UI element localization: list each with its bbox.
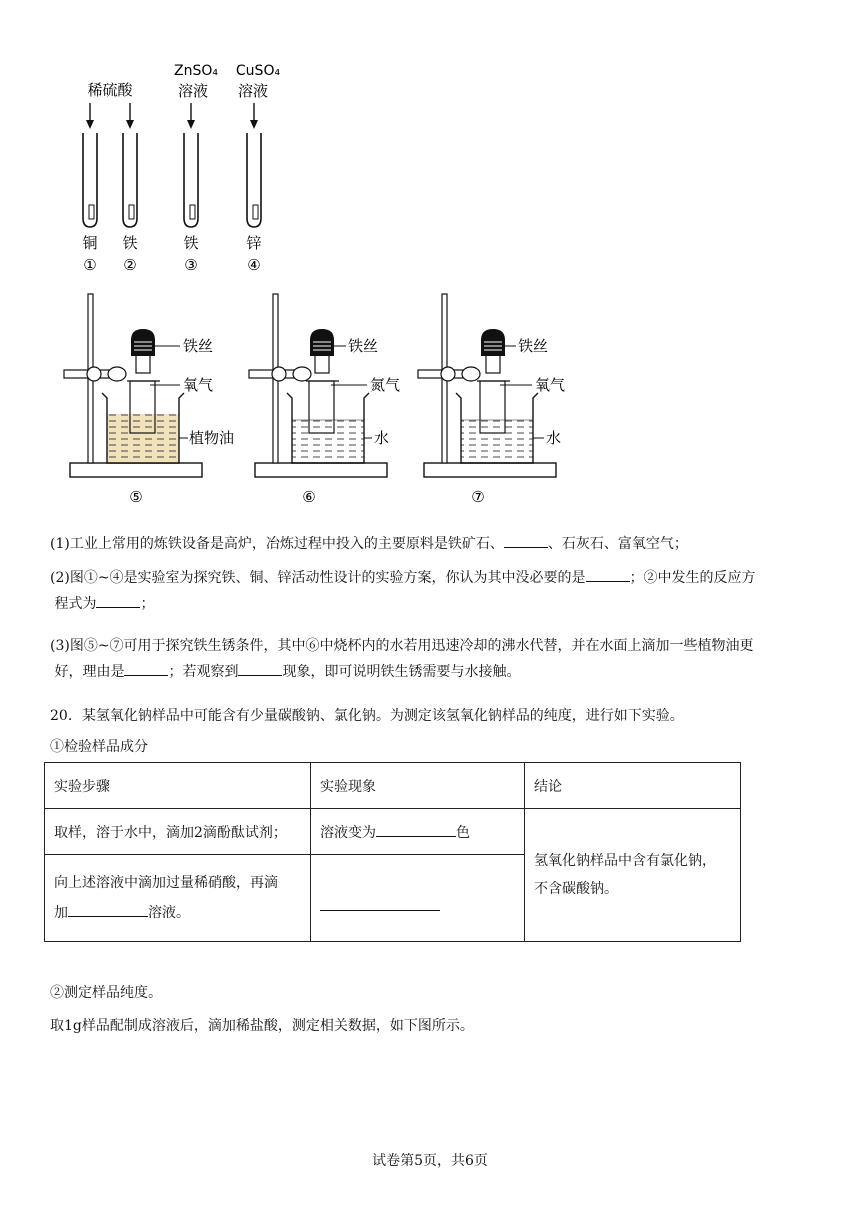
setup-6 [249, 294, 400, 506]
conclusion-line-2: 不含碳酸钠。 [534, 881, 618, 897]
tube-2 [123, 103, 137, 227]
conclusion-cell [525, 809, 741, 942]
setup5-liquid-label: 植物油 [189, 429, 235, 447]
row1-obs-text-a: 溶液变为 [320, 825, 376, 841]
header-conclusion: 结论 [525, 763, 741, 809]
q2-text-b: ；②中发生的反应方 [629, 570, 756, 586]
row1-step: 取样，溶于水中，滴加2滴酚酞试剂； [45, 809, 311, 855]
tube4-metal: 锌 [246, 234, 262, 252]
q2-text-d: ； [140, 596, 155, 612]
rust-setup-figure [0, 280, 860, 510]
question-20-part-2-text: 取1g样品配制成溶液后，滴加稀盐酸，测定相关数据，如下图所示。 [50, 1018, 474, 1034]
tube2-number: ② [123, 256, 137, 274]
question-20-intro: 20．某氢氧化钠样品中可能含有少量碳酸钠、氯化钠。为测定该氢氧化钠样品的纯度，进行如下实验。 [50, 708, 684, 724]
q3-text-b: 好，理由是 [54, 664, 125, 680]
tube-4 [247, 103, 261, 227]
question-20-part-1-heading: ①检验样品成分 [50, 739, 148, 755]
row2-observation [311, 855, 525, 942]
page-footer: 试卷第5页，共6页 [372, 1153, 488, 1169]
q2-text-c: 程式为 [54, 596, 97, 612]
setup5-number: ⑤ [129, 488, 143, 506]
setup6-wire-label: 铁丝 [348, 337, 379, 355]
tube4-number: ④ [247, 256, 261, 274]
row1-obs-text-b: 色 [456, 825, 470, 841]
setup7-number: ⑦ [471, 488, 485, 506]
tube4-reagent-label: 溶液 [237, 82, 269, 100]
setup-7 [418, 294, 565, 506]
row2-step-text-a: 向上述溶液中滴加过量稀硝酸，再滴 [54, 875, 278, 891]
row1-observation [311, 809, 525, 855]
setup6-number: ⑥ [302, 488, 316, 506]
tube1-reagent-label: 稀硫酸 [87, 81, 133, 99]
setup5-wire-label: 铁丝 [183, 337, 214, 355]
q3-text-c: ；若观察到 [168, 664, 239, 680]
question-20-part-2-heading: ②测定样品纯度。 [50, 985, 162, 1001]
observation-blank[interactable] [320, 895, 440, 911]
setup-5 [64, 294, 234, 506]
question-19-part-1 [50, 531, 820, 557]
tube1-metal: 铜 [82, 234, 98, 252]
q2-blank-2[interactable] [96, 592, 140, 608]
row2-step-text-b: 加 [54, 905, 68, 921]
setup7-liquid-label: 水 [546, 429, 562, 447]
q2-blank-1[interactable] [586, 566, 630, 582]
setup7-wire-label: 铁丝 [518, 337, 549, 355]
reagent-blank[interactable] [68, 901, 148, 917]
row2-step [45, 855, 311, 942]
tube-3 [184, 103, 198, 227]
tube4-reagent-formula: CuSO₄ [235, 63, 281, 79]
tube1-number: ① [83, 256, 97, 274]
tube3-metal: 铁 [183, 234, 199, 252]
q1-text-a: (1)工业上常用的炼铁设备是高炉，冶炼过程中投入的主要原料是铁矿石、 [50, 536, 504, 552]
header-step: 实验步骤 [45, 763, 311, 809]
q3-blank-1[interactable] [124, 660, 168, 676]
test-tube-figure [0, 0, 860, 280]
question-19-part-3 [50, 633, 820, 685]
setup7-gas-label: 氧气 [535, 376, 566, 394]
tube3-reagent-formula: ZnSO₄ [174, 63, 218, 79]
q2-text-a: (2)图①~④是实验室为探究铁、铜、锌活动性设计的实验方案，你认为其中没必要的是 [50, 570, 586, 586]
setup5-gas-label: 氧气 [183, 376, 214, 394]
tube3-reagent-label: 溶液 [177, 82, 209, 100]
tube-1 [83, 103, 97, 227]
header-observation: 实验现象 [311, 763, 525, 809]
color-blank[interactable] [376, 821, 456, 837]
tube2-metal: 铁 [122, 234, 138, 252]
q3-text-d: 现象，即可说明铁生锈需要与水接触。 [282, 664, 521, 680]
row2-step-text-c: 溶液。 [148, 905, 190, 921]
setup6-gas-label: 氮气 [370, 376, 401, 394]
q3-text-a: (3)图⑤~⑦可用于探究铁生锈条件，其中⑥中烧杯内的水若用迅速冷却的沸水代替，并在水面上滴加一些植物油更 [50, 638, 754, 654]
q1-blank[interactable] [504, 532, 548, 548]
tube3-number: ③ [184, 256, 198, 274]
conclusion-line-1: 氢氧化钠样品中含有氯化钠， [534, 853, 716, 869]
question-19-part-2 [50, 565, 820, 617]
setup6-liquid-label: 水 [374, 429, 390, 447]
q3-blank-2[interactable] [238, 660, 282, 676]
experiment-table [44, 762, 741, 942]
q1-text-b: 、石灰石、富氧空气； [547, 536, 688, 552]
